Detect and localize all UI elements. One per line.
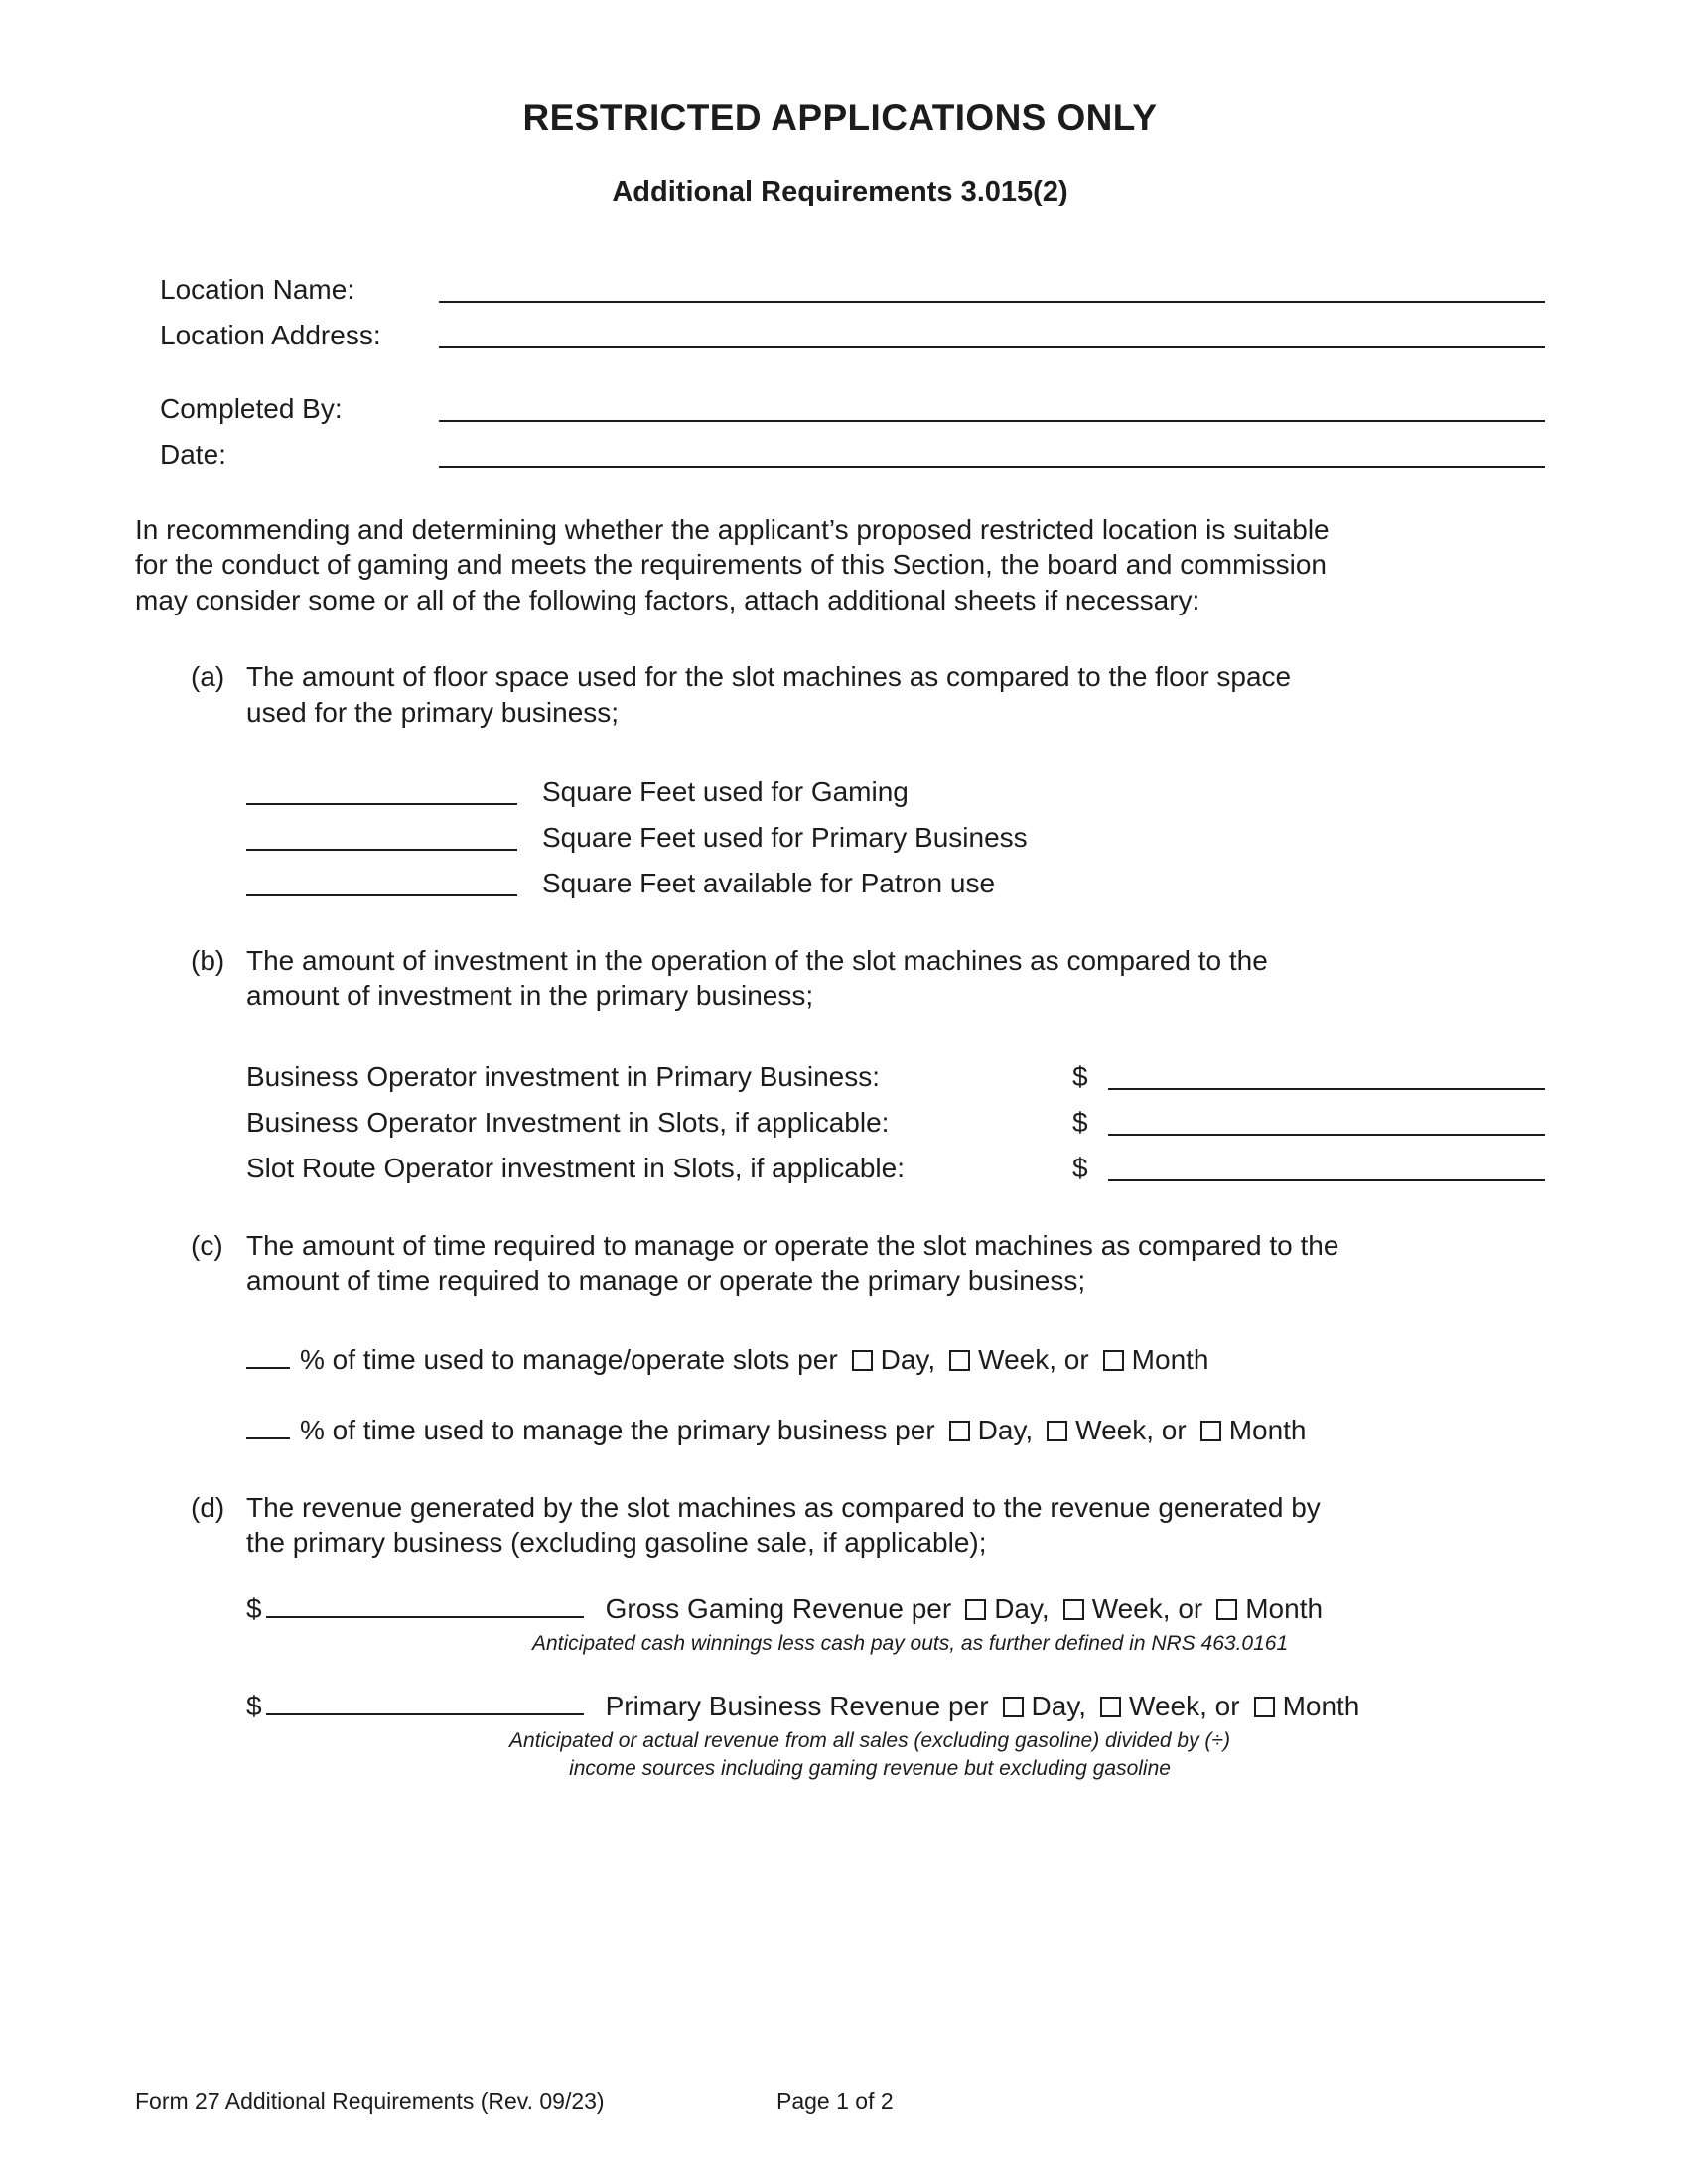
primary-time-week-checkbox[interactable] bbox=[1047, 1421, 1067, 1441]
slots-time-row bbox=[246, 1342, 1545, 1378]
primary-business-sqft-row bbox=[246, 810, 1545, 856]
primary-revenue-month-checkbox[interactable] bbox=[1254, 1697, 1275, 1717]
patron-sqft-label: Square Feet available for Patron use bbox=[542, 868, 996, 898]
primary-time-row bbox=[246, 1413, 1545, 1448]
item-c-rows bbox=[135, 1342, 1545, 1448]
gross-gaming-day-checkbox[interactable] bbox=[965, 1599, 986, 1620]
primary-business-investment-input[interactable] bbox=[1108, 1060, 1545, 1090]
item-a bbox=[191, 659, 1545, 730]
location-name-input[interactable] bbox=[439, 273, 1545, 303]
location-name-row bbox=[160, 262, 1545, 308]
primary-revenue-week-label: Week, or bbox=[1129, 1690, 1240, 1721]
primary-time-day-label: Day, bbox=[977, 1415, 1034, 1446]
operator-slots-investment-row bbox=[246, 1095, 1545, 1141]
gaming-sqft-row bbox=[246, 764, 1545, 810]
primary-revenue-note-line-2: income sources including gaming revenue but excluding gasoline bbox=[569, 1756, 1171, 1780]
item-d-rows bbox=[135, 1590, 1545, 1782]
primary-business-revenue-note bbox=[433, 1727, 1307, 1782]
primary-revenue-week-checkbox[interactable] bbox=[1100, 1697, 1121, 1717]
gaming-sqft-label: Square Feet used for Gaming bbox=[542, 776, 909, 807]
primary-time-text: % of time used to manage the primary business per bbox=[300, 1415, 935, 1446]
location-address-label: Location Address: bbox=[160, 320, 381, 351]
gross-gaming-month-label: Month bbox=[1245, 1592, 1324, 1624]
primary-revenue-note-line-1: Anticipated or actual revenue from all sales (excluding gasoline) divided by (÷) bbox=[509, 1729, 1230, 1753]
dollar-sign: $ bbox=[1072, 1061, 1088, 1093]
item-d-text: The revenue generated by the slot machines as compared to the revenue generated by the primary business (excluding gasoline sale, if applicable); bbox=[246, 1491, 1321, 1559]
item-d bbox=[191, 1490, 1545, 1561]
primary-business-revenue-label: Primary Business Revenue per bbox=[605, 1690, 989, 1721]
item-d-marker: (d) bbox=[191, 1491, 225, 1523]
location-address-row bbox=[160, 308, 1545, 353]
item-a-lines bbox=[135, 764, 1545, 901]
item-a-marker: (a) bbox=[191, 661, 225, 693]
route-operator-slots-investment-label: Slot Route Operator investment in Slots, if applicable: bbox=[246, 1153, 906, 1184]
route-operator-slots-investment-row bbox=[246, 1141, 1545, 1186]
gross-gaming-revenue-note: Anticipated cash winnings less cash pay outs, as further defined in NRS 463.0161 bbox=[532, 1632, 1289, 1656]
primary-time-percent-input[interactable] bbox=[246, 1414, 290, 1439]
item-a-text: The amount of floor space used for the slot machines as compared to the floor space used for the primary business; bbox=[246, 661, 1292, 728]
operator-slots-investment-input[interactable] bbox=[1108, 1106, 1545, 1136]
slots-time-day-checkbox[interactable] bbox=[852, 1350, 873, 1371]
primary-business-revenue-row bbox=[246, 1688, 1545, 1724]
header-fields bbox=[135, 262, 1545, 473]
location-address-input[interactable] bbox=[439, 319, 1545, 348]
dollar-sign: $ bbox=[1072, 1153, 1088, 1184]
completed-by-row bbox=[160, 381, 1545, 427]
gross-gaming-month-checkbox[interactable] bbox=[1216, 1599, 1237, 1620]
page-number: Page 1 of 2 bbox=[776, 2088, 894, 2114]
patron-sqft-input[interactable] bbox=[246, 867, 517, 896]
primary-time-month-checkbox[interactable] bbox=[1200, 1421, 1221, 1441]
form-title: RESTRICTED APPLICATIONS ONLY bbox=[522, 97, 1158, 138]
slots-time-day-label: Day, bbox=[880, 1343, 936, 1375]
form-revision-label: Form 27 Additional Requirements (Rev. 09/23) bbox=[135, 2088, 605, 2114]
gaming-sqft-input[interactable] bbox=[246, 775, 517, 805]
item-b bbox=[191, 943, 1545, 1014]
date-label: Date: bbox=[160, 439, 226, 471]
item-b-rows bbox=[135, 1049, 1545, 1186]
dollar-sign: $ bbox=[1072, 1107, 1088, 1139]
dollar-sign: $ bbox=[246, 1592, 262, 1624]
slots-time-text: % of time used to manage/operate slots per bbox=[300, 1343, 838, 1375]
slots-time-month-checkbox[interactable] bbox=[1103, 1350, 1124, 1371]
location-name-label: Location Name: bbox=[160, 274, 355, 306]
operator-slots-investment-label: Business Operator Investment in Slots, if applicable: bbox=[246, 1107, 890, 1139]
gross-gaming-revenue-label: Gross Gaming Revenue per bbox=[605, 1592, 952, 1624]
gross-gaming-revenue-row bbox=[246, 1590, 1545, 1627]
slots-time-percent-input[interactable] bbox=[246, 1343, 290, 1369]
primary-time-month-label: Month bbox=[1228, 1415, 1307, 1446]
completed-by-input[interactable] bbox=[439, 392, 1545, 422]
intro-paragraph: In recommending and determining whether the applicant’s proposed restricted location is suitable for the conduct of gaming and meets the requirements of this Section, the board and commission may consider some or all of the following factors, attach additional sheets if necessary: bbox=[135, 513, 1330, 615]
primary-business-sqft-label: Square Feet used for Primary Business bbox=[542, 822, 1028, 853]
item-b-marker: (b) bbox=[191, 944, 225, 976]
date-input[interactable] bbox=[439, 438, 1545, 468]
item-c bbox=[191, 1228, 1545, 1298]
primary-revenue-day-checkbox[interactable] bbox=[1003, 1697, 1024, 1717]
gross-gaming-week-checkbox[interactable] bbox=[1063, 1599, 1084, 1620]
primary-time-week-label: Week, or bbox=[1075, 1415, 1187, 1446]
slots-time-week-label: Week, or bbox=[978, 1343, 1089, 1375]
completed-by-label: Completed By: bbox=[160, 393, 343, 425]
date-row bbox=[160, 427, 1545, 473]
primary-business-investment-label: Business Operator investment in Primary Business: bbox=[246, 1061, 881, 1093]
item-c-text: The amount of time required to manage or operate the slot machines as compared to the amount of time required to manage or operate the primary business; bbox=[246, 1229, 1339, 1297]
patron-sqft-row bbox=[246, 856, 1545, 901]
gross-gaming-revenue-input[interactable] bbox=[266, 1590, 584, 1618]
primary-revenue-month-label: Month bbox=[1282, 1690, 1360, 1721]
primary-business-investment-row bbox=[246, 1049, 1545, 1095]
primary-revenue-day-label: Day, bbox=[1031, 1690, 1087, 1721]
primary-business-sqft-input[interactable] bbox=[246, 821, 517, 851]
dollar-sign: $ bbox=[246, 1690, 262, 1721]
primary-time-day-checkbox[interactable] bbox=[949, 1421, 970, 1441]
item-b-text: The amount of investment in the operation of the slot machines as compared to the amount of investment in the primary business; bbox=[246, 944, 1268, 1012]
route-operator-slots-investment-input[interactable] bbox=[1108, 1152, 1545, 1181]
gross-gaming-day-label: Day, bbox=[994, 1592, 1050, 1624]
slots-time-month-label: Month bbox=[1131, 1343, 1209, 1375]
gross-gaming-week-label: Week, or bbox=[1091, 1592, 1203, 1624]
form-subtitle: Additional Requirements 3.015(2) bbox=[612, 175, 1068, 207]
primary-business-revenue-input[interactable] bbox=[266, 1688, 584, 1715]
item-c-marker: (c) bbox=[191, 1229, 223, 1261]
slots-time-week-checkbox[interactable] bbox=[949, 1350, 970, 1371]
